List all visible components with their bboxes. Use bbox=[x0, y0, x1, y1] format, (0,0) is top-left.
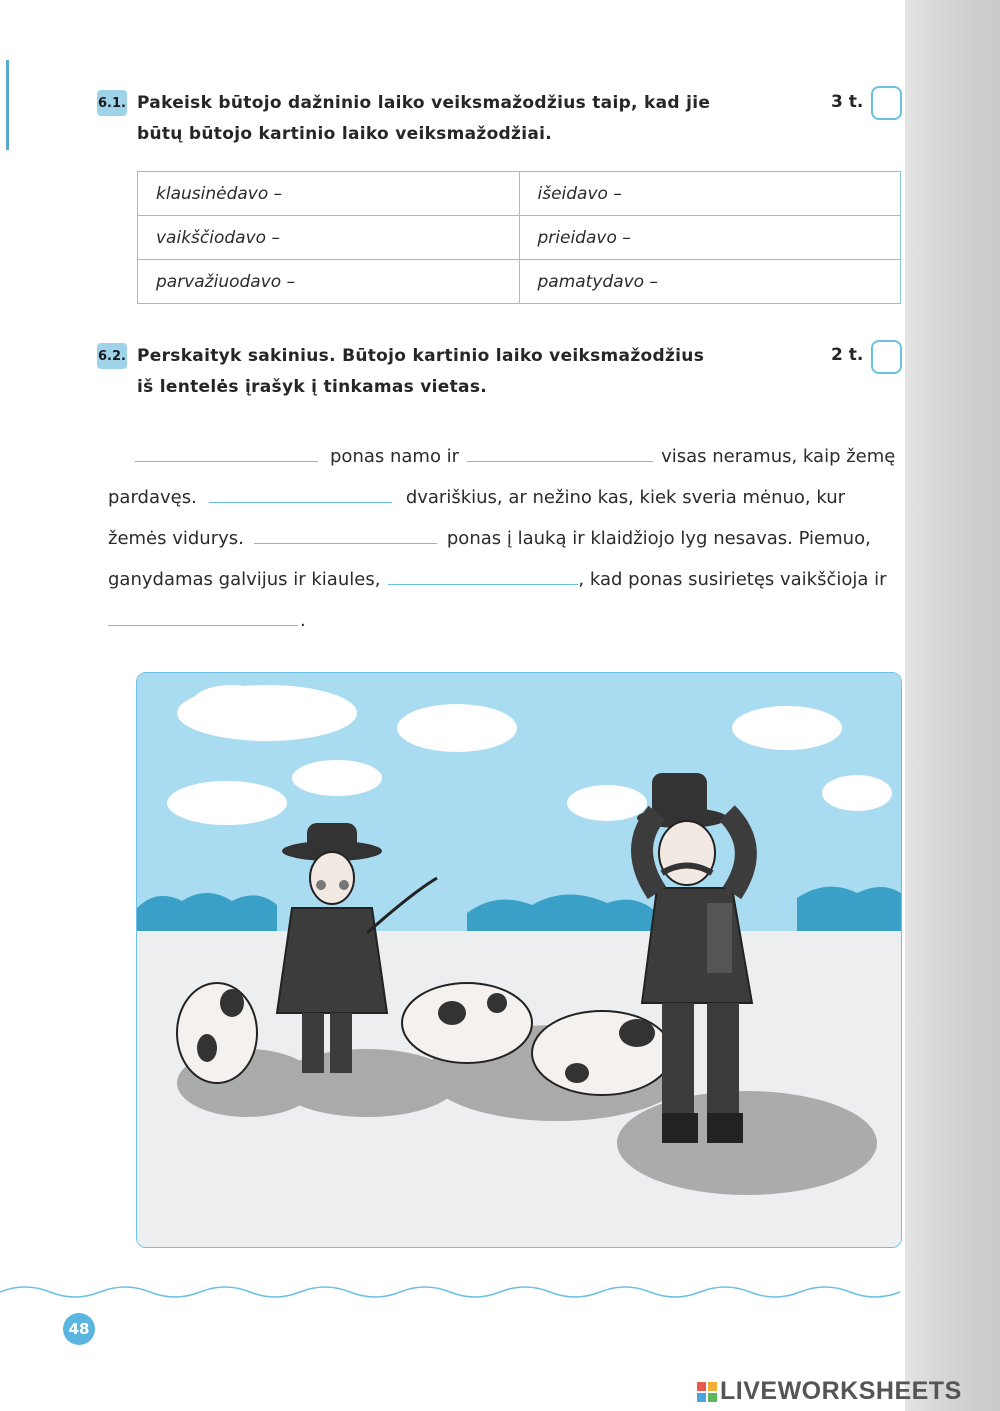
answer-blank-4[interactable] bbox=[254, 529, 437, 544]
answer-blank-3[interactable] bbox=[209, 488, 392, 503]
wave-divider bbox=[0, 1282, 920, 1302]
answer-blank-6[interactable] bbox=[108, 611, 298, 626]
table-row bbox=[138, 260, 901, 304]
task-number-6-2: 6.2. bbox=[97, 343, 127, 369]
table-row bbox=[138, 172, 901, 216]
task-6-1-score-box[interactable] bbox=[871, 86, 902, 120]
sentence-text: . bbox=[300, 610, 306, 631]
brand-name: LIVEWORKSHEETS bbox=[720, 1377, 962, 1405]
verb-table bbox=[137, 171, 901, 304]
sentence-line-4 bbox=[108, 569, 901, 590]
story-illustration bbox=[136, 672, 902, 1248]
table-cell[interactable]: parvažiuodavo – bbox=[138, 260, 520, 304]
answer-blank-2[interactable] bbox=[467, 447, 653, 462]
liveworksheets-logo bbox=[697, 1377, 962, 1406]
brand-logo-square bbox=[708, 1382, 717, 1391]
brand-logo-square bbox=[697, 1382, 706, 1391]
sentence-text: ponas į lauką ir klaidžiojo lyg nesavas. Piemuo, bbox=[446, 528, 871, 549]
task-6-1-instruction-line1: Pakeisk būtojo dažninio laiko veiksmažodžius taip, kad jie bbox=[137, 93, 711, 113]
task-6-2-instruction-line2: iš lentelės įrašyk į tinkamas vietas. bbox=[137, 377, 487, 397]
table-cell[interactable]: klausinėdavo – bbox=[138, 172, 520, 216]
task-6-1-instruction-line2: būtų būtojo kartinio laiko veiksmažodžiai. bbox=[137, 124, 553, 144]
sentence-text: visas neramus, kaip žemę bbox=[661, 446, 896, 467]
illustration-drawing bbox=[137, 673, 901, 1247]
sentence-line-1 bbox=[108, 446, 901, 467]
task-6-1-instruction bbox=[137, 88, 710, 150]
page-edge-shadow bbox=[905, 0, 1000, 1411]
task-6-2-points: 2 t. bbox=[831, 345, 864, 365]
table-cell[interactable]: vaikščiodavo – bbox=[138, 216, 520, 260]
answer-blank-1[interactable] bbox=[135, 447, 318, 462]
task-6-2-score-box[interactable] bbox=[871, 340, 902, 374]
sentence-text: žemės vidurys. bbox=[108, 528, 244, 549]
sentence-line-3 bbox=[108, 528, 901, 549]
task-6-2-instruction bbox=[137, 341, 704, 403]
table-row bbox=[138, 216, 901, 260]
page-number: 48 bbox=[63, 1313, 95, 1345]
sentence-text: ganydamas galvijus ir kiaules, bbox=[108, 569, 381, 590]
table-cell[interactable]: prieidavo – bbox=[519, 216, 901, 260]
table-cell[interactable]: išeidavo – bbox=[519, 172, 901, 216]
sentence-line-5 bbox=[108, 610, 901, 631]
sentence-text: ponas namo ir bbox=[330, 446, 460, 467]
sentence-line-2 bbox=[108, 487, 901, 508]
task-6-2-instruction-line1: Perskaityk sakinius. Būtojo kartinio laiko veiksmažodžius bbox=[137, 346, 705, 366]
answer-blank-5[interactable] bbox=[388, 570, 578, 585]
table-cell[interactable]: pamatydavo – bbox=[519, 260, 901, 304]
margin-accent-line bbox=[6, 60, 9, 150]
sentence-text: dvariškius, ar nežino kas, kiek sveria mėnuo, kur bbox=[405, 487, 846, 508]
brand-logo-square bbox=[708, 1393, 717, 1402]
task-6-1-points: 3 t. bbox=[831, 92, 864, 112]
brand-logo-square bbox=[697, 1393, 706, 1402]
sentence-text: , kad ponas susirietęs vaikščioja ir bbox=[578, 569, 887, 590]
task-number-6-1: 6.1. bbox=[97, 90, 127, 116]
brand-logo-icon bbox=[697, 1382, 717, 1402]
sentence-text: pardavęs. bbox=[108, 487, 197, 508]
